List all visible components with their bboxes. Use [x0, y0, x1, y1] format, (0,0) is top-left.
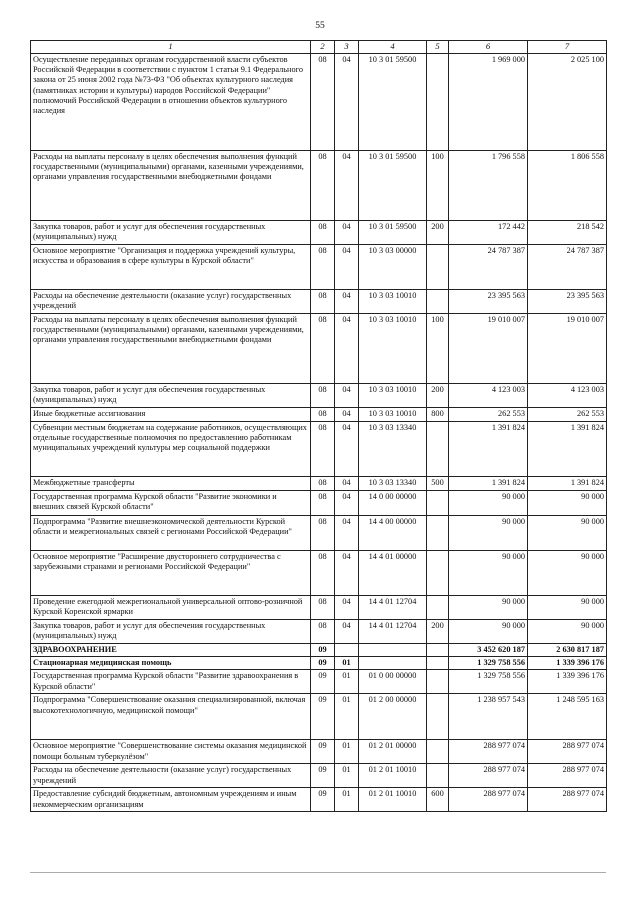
- cell-section: 08: [311, 221, 335, 245]
- cell-name: Закупка товаров, работ и услуг для обеспечения государственных (муниципальных) нужд: [31, 620, 311, 644]
- cell-subsection: 04: [335, 384, 359, 408]
- header-cell-section: 2: [311, 41, 335, 54]
- table-row: [31, 491, 607, 516]
- cell-year1: 1 238 957 543: [449, 694, 528, 740]
- cell-expense-type: 100: [427, 314, 449, 384]
- cell-name: Государственная программа Курской области "Развитие здравоохранения в Курской области": [31, 670, 311, 694]
- cell-section: 08: [311, 516, 335, 551]
- cell-year1: 1 796 558: [449, 151, 528, 221]
- cell-expense-type: [427, 764, 449, 788]
- table-row: [31, 740, 607, 764]
- cell-name: Расходы на обеспечение деятельности (оказание услуг) государственных учреждений: [31, 290, 311, 314]
- table-row: [31, 644, 607, 657]
- cell-section: 08: [311, 596, 335, 620]
- cell-expense-type: 600: [427, 788, 449, 812]
- cell-subsection: 01: [335, 694, 359, 740]
- cell-target: 10 3 03 10010: [359, 314, 427, 384]
- cell-name: Основное мероприятие "Совершенствование системы оказания медицинской помощи больным туберкулёзом": [31, 740, 311, 764]
- budget-table: [30, 40, 607, 812]
- cell-year2: 1 339 396 176: [528, 657, 607, 670]
- cell-year1: 90 000: [449, 516, 528, 551]
- cell-subsection: 04: [335, 54, 359, 151]
- cell-name: Основное мероприятие "Расширение двустороннего сотрудничества с зарубежными странами и регионами Российской Федерации": [31, 551, 311, 596]
- cell-year2: 288 977 074: [528, 788, 607, 812]
- cell-year1: 90 000: [449, 491, 528, 516]
- cell-section: 08: [311, 245, 335, 290]
- cell-expense-type: [427, 644, 449, 657]
- cell-year1: 1 391 824: [449, 422, 528, 477]
- cell-name: Стационарная медицинская помощь: [31, 657, 311, 670]
- table-body: [31, 41, 607, 812]
- cell-section: 09: [311, 657, 335, 670]
- cell-year2: 23 395 563: [528, 290, 607, 314]
- cell-year2: 90 000: [528, 596, 607, 620]
- cell-subsection: 04: [335, 290, 359, 314]
- cell-year2: 1 391 824: [528, 422, 607, 477]
- cell-target: 10 3 01 59500: [359, 54, 427, 151]
- cell-target: 10 3 03 10010: [359, 384, 427, 408]
- table-row: [31, 221, 607, 245]
- cell-subsection: 01: [335, 788, 359, 812]
- cell-subsection: 01: [335, 670, 359, 694]
- cell-year1: 172 442: [449, 221, 528, 245]
- cell-subsection: 04: [335, 516, 359, 551]
- cell-section: 09: [311, 740, 335, 764]
- cell-section: 08: [311, 314, 335, 384]
- cell-target: 01 2 01 00000: [359, 740, 427, 764]
- cell-year1: 23 395 563: [449, 290, 528, 314]
- cell-year2: 288 977 074: [528, 764, 607, 788]
- cell-year2: 1 391 824: [528, 477, 607, 491]
- cell-expense-type: 200: [427, 384, 449, 408]
- cell-target: 10 3 03 10010: [359, 290, 427, 314]
- cell-subsection: 01: [335, 657, 359, 670]
- cell-year2: 2 025 100: [528, 54, 607, 151]
- table-row: [31, 788, 607, 812]
- table-row: [31, 384, 607, 408]
- cell-section: 08: [311, 151, 335, 221]
- cell-expense-type: [427, 290, 449, 314]
- cell-section: 08: [311, 620, 335, 644]
- header-cell-subsection: 3: [335, 41, 359, 54]
- table-row: [31, 245, 607, 290]
- table-row: [31, 290, 607, 314]
- cell-target: [359, 644, 427, 657]
- cell-year1: 4 123 003: [449, 384, 528, 408]
- header-cell-name: 1: [31, 41, 311, 54]
- cell-subsection: 04: [335, 620, 359, 644]
- cell-name: Проведение ежегодной межрегиональной универсальной оптово-розничной Курской Коренской ярмарки: [31, 596, 311, 620]
- cell-year2: 2 630 817 187: [528, 644, 607, 657]
- cell-expense-type: [427, 491, 449, 516]
- cell-target: 10 3 03 13340: [359, 422, 427, 477]
- cell-subsection: 04: [335, 221, 359, 245]
- cell-subsection: 04: [335, 408, 359, 422]
- page-number: 55: [315, 21, 325, 31]
- cell-year1: 1 329 758 556: [449, 657, 528, 670]
- cell-target: 10 3 03 00000: [359, 245, 427, 290]
- cell-year1: 288 977 074: [449, 764, 528, 788]
- cell-expense-type: [427, 551, 449, 596]
- cell-target: 14 4 01 12704: [359, 596, 427, 620]
- cell-subsection: 04: [335, 596, 359, 620]
- cell-expense-type: [427, 670, 449, 694]
- cell-section: 08: [311, 551, 335, 596]
- cell-expense-type: [427, 54, 449, 151]
- cell-year1: 90 000: [449, 620, 528, 644]
- cell-subsection: 04: [335, 477, 359, 491]
- cell-target: 14 0 00 00000: [359, 491, 427, 516]
- cell-subsection: 04: [335, 491, 359, 516]
- cell-expense-type: [427, 516, 449, 551]
- cell-year2: 1 339 396 176: [528, 670, 607, 694]
- cell-year2: 90 000: [528, 491, 607, 516]
- cell-target: 10 3 01 59500: [359, 221, 427, 245]
- cell-year1: 19 010 007: [449, 314, 528, 384]
- table-row: [31, 670, 607, 694]
- header-cell-target: 4: [359, 41, 427, 54]
- cell-year2: 1 248 595 163: [528, 694, 607, 740]
- cell-year2: 218 542: [528, 221, 607, 245]
- cell-name: Предоставление субсидий бюджетным, автономным учреждениям и иным некоммерческим организациям: [31, 788, 311, 812]
- table-row: [31, 151, 607, 221]
- cell-section: 08: [311, 491, 335, 516]
- cell-subsection: 01: [335, 764, 359, 788]
- cell-year1: 3 452 620 187: [449, 644, 528, 657]
- cell-expense-type: [427, 740, 449, 764]
- table-row: [31, 54, 607, 151]
- cell-year1: 90 000: [449, 551, 528, 596]
- cell-subsection: 04: [335, 314, 359, 384]
- cell-year2: 288 977 074: [528, 740, 607, 764]
- cell-target: 01 0 00 00000: [359, 670, 427, 694]
- cell-name: Подпрограмма "Развитие внешнеэкономической деятельности Курской области и межрегиональных связей с регионами Российской Федерации": [31, 516, 311, 551]
- cell-year1: 24 787 387: [449, 245, 528, 290]
- cell-target: 01 2 01 10010: [359, 764, 427, 788]
- cell-expense-type: [427, 422, 449, 477]
- cell-expense-type: 200: [427, 221, 449, 245]
- cell-year2: 4 123 003: [528, 384, 607, 408]
- cell-name: Основное мероприятие "Организация и поддержка учреждений культуры, искусства и образования в сфере культуры в Курской области": [31, 245, 311, 290]
- cell-name: Субвенции местным бюджетам на содержание работников, осуществляющих отдельные государственные полномочия по предоставлению работникам муниципальных учреждений культуры мер социальной поддержки: [31, 422, 311, 477]
- header-cell-year1: 6: [449, 41, 528, 54]
- cell-year2: 90 000: [528, 551, 607, 596]
- cell-name: Подпрограмма "Совершенствование оказания специализированной, включая высокотехнологичную, медицинской помощи": [31, 694, 311, 740]
- cell-name: Межбюджетные трансферты: [31, 477, 311, 491]
- cell-year1: 288 977 074: [449, 740, 528, 764]
- cell-subsection: 04: [335, 551, 359, 596]
- cell-name: Расходы на обеспечение деятельности (оказание услуг) государственных учреждений: [31, 764, 311, 788]
- header-row: [31, 41, 607, 54]
- cell-year2: 24 787 387: [528, 245, 607, 290]
- cell-target: 14 4 01 12704: [359, 620, 427, 644]
- cell-name: Закупка товаров, работ и услуг для обеспечения государственных (муниципальных) нужд: [31, 221, 311, 245]
- cell-section: 09: [311, 788, 335, 812]
- cell-section: 08: [311, 408, 335, 422]
- cell-year1: 262 553: [449, 408, 528, 422]
- table-row: [31, 516, 607, 551]
- cell-year1: 1 391 824: [449, 477, 528, 491]
- cell-section: 08: [311, 290, 335, 314]
- cell-name: ЗДРАВООХРАНЕНИЕ: [31, 644, 311, 657]
- cell-target: 01 2 01 10010: [359, 788, 427, 812]
- cell-section: 08: [311, 422, 335, 477]
- cell-section: 09: [311, 694, 335, 740]
- cell-target: 14 4 01 00000: [359, 551, 427, 596]
- cell-name: Иные бюджетные ассигнования: [31, 408, 311, 422]
- table-row: [31, 422, 607, 477]
- cell-subsection: [335, 644, 359, 657]
- table-row: [31, 477, 607, 491]
- cell-subsection: 04: [335, 151, 359, 221]
- cell-expense-type: [427, 657, 449, 670]
- cell-year1: 1 329 758 556: [449, 670, 528, 694]
- cell-name: Расходы на выплаты персоналу в целях обеспечения выполнения функций государственными (муниципальными) органами, казенными учреждениями, органами управления государственными внебюджетными фондами: [31, 151, 311, 221]
- table-row: [31, 596, 607, 620]
- table-row: [31, 408, 607, 422]
- header-cell-expense-type: 5: [427, 41, 449, 54]
- cell-name: Закупка товаров, работ и услуг для обеспечения государственных (муниципальных) нужд: [31, 384, 311, 408]
- table-row: [31, 551, 607, 596]
- cell-subsection: 04: [335, 422, 359, 477]
- cell-year1: 288 977 074: [449, 788, 528, 812]
- cell-target: 14 4 00 00000: [359, 516, 427, 551]
- cell-section: 08: [311, 477, 335, 491]
- table-row: [31, 620, 607, 644]
- cell-target: 01 2 00 00000: [359, 694, 427, 740]
- header-cell-year2: 7: [528, 41, 607, 54]
- table-row: [31, 764, 607, 788]
- cell-year2: 90 000: [528, 516, 607, 551]
- cell-name: Осуществление переданных органам государственной власти субъектов Российской Федерации в соответствии с пунктом 1 статьи 9.1 Федерального закона от 25 июня 2002 года №73-ФЗ "Об объектах культурного наследия (памятниках истории и культуры) народов Российской Федерации" полномочий Российской Федерации в отношении объектов культурного наследия: [31, 54, 311, 151]
- cell-year2: 90 000: [528, 620, 607, 644]
- cell-subsection: 01: [335, 740, 359, 764]
- cell-year2: 262 553: [528, 408, 607, 422]
- cell-expense-type: [427, 245, 449, 290]
- cell-expense-type: [427, 596, 449, 620]
- cell-expense-type: 100: [427, 151, 449, 221]
- table-row: [31, 657, 607, 670]
- cell-year1: 1 969 000: [449, 54, 528, 151]
- cell-expense-type: 500: [427, 477, 449, 491]
- cell-name: Государственная программа Курской области "Развитие экономики и внешних связей Курской области": [31, 491, 311, 516]
- cell-subsection: 04: [335, 245, 359, 290]
- cell-expense-type: 200: [427, 620, 449, 644]
- cell-target: 10 3 03 13340: [359, 477, 427, 491]
- cell-target: 10 3 01 59500: [359, 151, 427, 221]
- cell-section: 08: [311, 384, 335, 408]
- cell-expense-type: 800: [427, 408, 449, 422]
- cell-year2: 1 806 558: [528, 151, 607, 221]
- page-bottom-rule: [30, 872, 606, 873]
- cell-section: 09: [311, 670, 335, 694]
- cell-section: 09: [311, 644, 335, 657]
- cell-section: 09: [311, 764, 335, 788]
- table-row: [31, 694, 607, 740]
- cell-name: Расходы на выплаты персоналу в целях обеспечения выполнения функций государственными (муниципальными) органами, казенными учреждениями, органами управления государственными внебюджетными фондами: [31, 314, 311, 384]
- cell-target: [359, 657, 427, 670]
- cell-target: 10 3 03 10010: [359, 408, 427, 422]
- cell-expense-type: [427, 694, 449, 740]
- cell-year2: 19 010 007: [528, 314, 607, 384]
- cell-section: 08: [311, 54, 335, 151]
- cell-year1: 90 000: [449, 596, 528, 620]
- table-row: [31, 314, 607, 384]
